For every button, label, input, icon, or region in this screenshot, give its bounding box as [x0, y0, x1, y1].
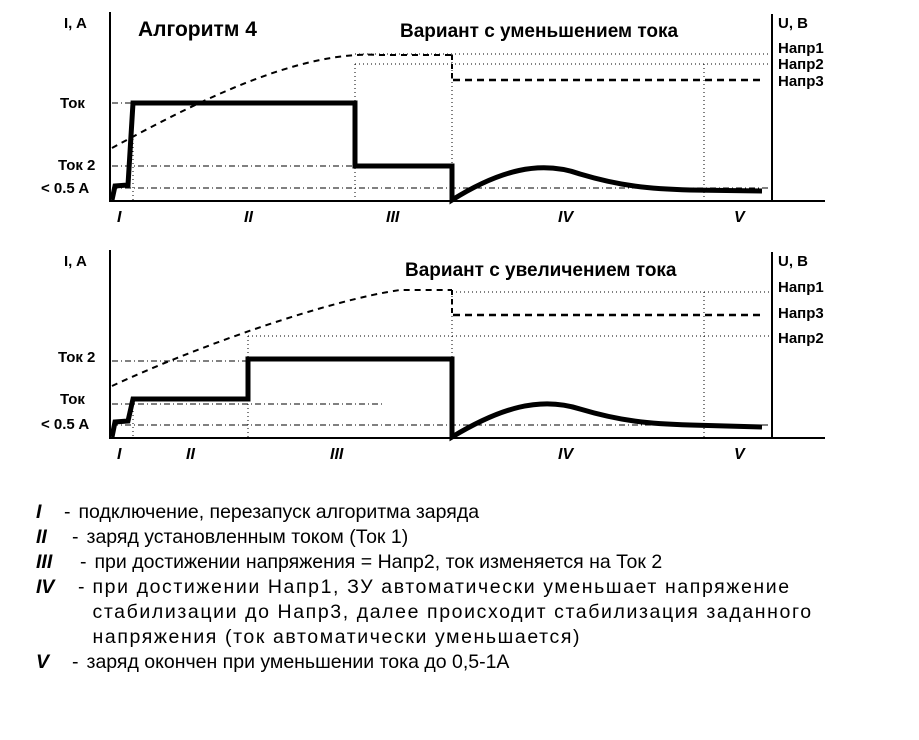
legend-text: заряд окончен при уменьшении тока до 0,5-1А [86, 651, 510, 673]
tick-voltage-1: Напр1 [778, 279, 824, 296]
chart-increasing-current [41, 250, 825, 463]
tick-voltage-2: Напр2 [778, 330, 824, 347]
stage-label-5: V [734, 209, 745, 226]
legend-text: подключение, перезапуск алгоритма заряда [78, 501, 480, 523]
stage-label-1: I [117, 209, 122, 226]
legend-key: V [36, 651, 50, 673]
tick-current-2: Ток 2 [58, 349, 96, 366]
legend-key: IV [36, 576, 55, 598]
legend-separator: - [72, 526, 79, 548]
legend-separator: - [78, 576, 85, 598]
stage-label-1: I [117, 446, 122, 463]
tick-voltage-2: Напр2 [778, 56, 824, 73]
current-curve [112, 103, 762, 200]
chart-decreasing-current [41, 12, 825, 226]
legend-separator: - [80, 551, 87, 573]
stage-label-4: IV [558, 446, 574, 463]
voltage-curve [112, 290, 452, 386]
legend-text: при достижении Напр1, ЗУ автоматически уменьшает напряжение стабилизации до Напр3, далее происходит стабилизация заданного напряжения (ток автоматически уменьшается) [92, 576, 813, 648]
legend-text: при достижении напряжения = Напр2, ток изменяется на Ток 2 [94, 551, 663, 573]
stage-label-4: IV [558, 209, 574, 226]
stage-legend [36, 500, 896, 675]
variant-title: Вариант с уменьшением тока [400, 21, 679, 42]
legend-item-stage-1 [36, 500, 896, 525]
y-axis-right-label: U, В [778, 15, 808, 32]
stage-label-2: II [186, 446, 195, 463]
legend-separator: - [72, 651, 79, 673]
stage-label-3: III [330, 446, 344, 463]
legend-item-stage-3 [36, 550, 896, 575]
legend-item-stage-5 [36, 650, 896, 675]
legend-key: III [36, 551, 53, 573]
legend-key: I [36, 501, 42, 523]
tick-current-1: Ток [60, 95, 85, 112]
legend-text: заряд установленным током (Ток 1) [86, 526, 409, 548]
tick-voltage-3: Напр3 [778, 305, 824, 322]
tick-low-current: < 0.5 A [41, 180, 90, 197]
stage-label-3: III [386, 209, 400, 226]
legend-separator: - [64, 501, 71, 523]
tick-low-current: < 0.5 A [41, 416, 90, 433]
y-axis-left-label: I, A [64, 253, 87, 270]
legend-item-stage-2 [36, 525, 896, 550]
reference-lines [112, 54, 770, 200]
variant-title: Вариант с увеличением тока [405, 260, 677, 281]
tick-current-2: Ток 2 [58, 157, 96, 174]
legend-item-stage-4 [36, 575, 896, 650]
legend-key: II [36, 526, 47, 548]
tick-current-1: Ток [60, 391, 85, 408]
tick-voltage-3: Напр3 [778, 73, 824, 90]
stage-label-2: II [244, 209, 253, 226]
stage-label-5: V [734, 446, 745, 463]
y-axis-right-label: U, В [778, 253, 808, 270]
y-axis-left-label: I, A [64, 15, 87, 32]
algorithm-title: Алгоритм 4 [138, 18, 257, 41]
tick-voltage-1: Напр1 [778, 40, 824, 57]
